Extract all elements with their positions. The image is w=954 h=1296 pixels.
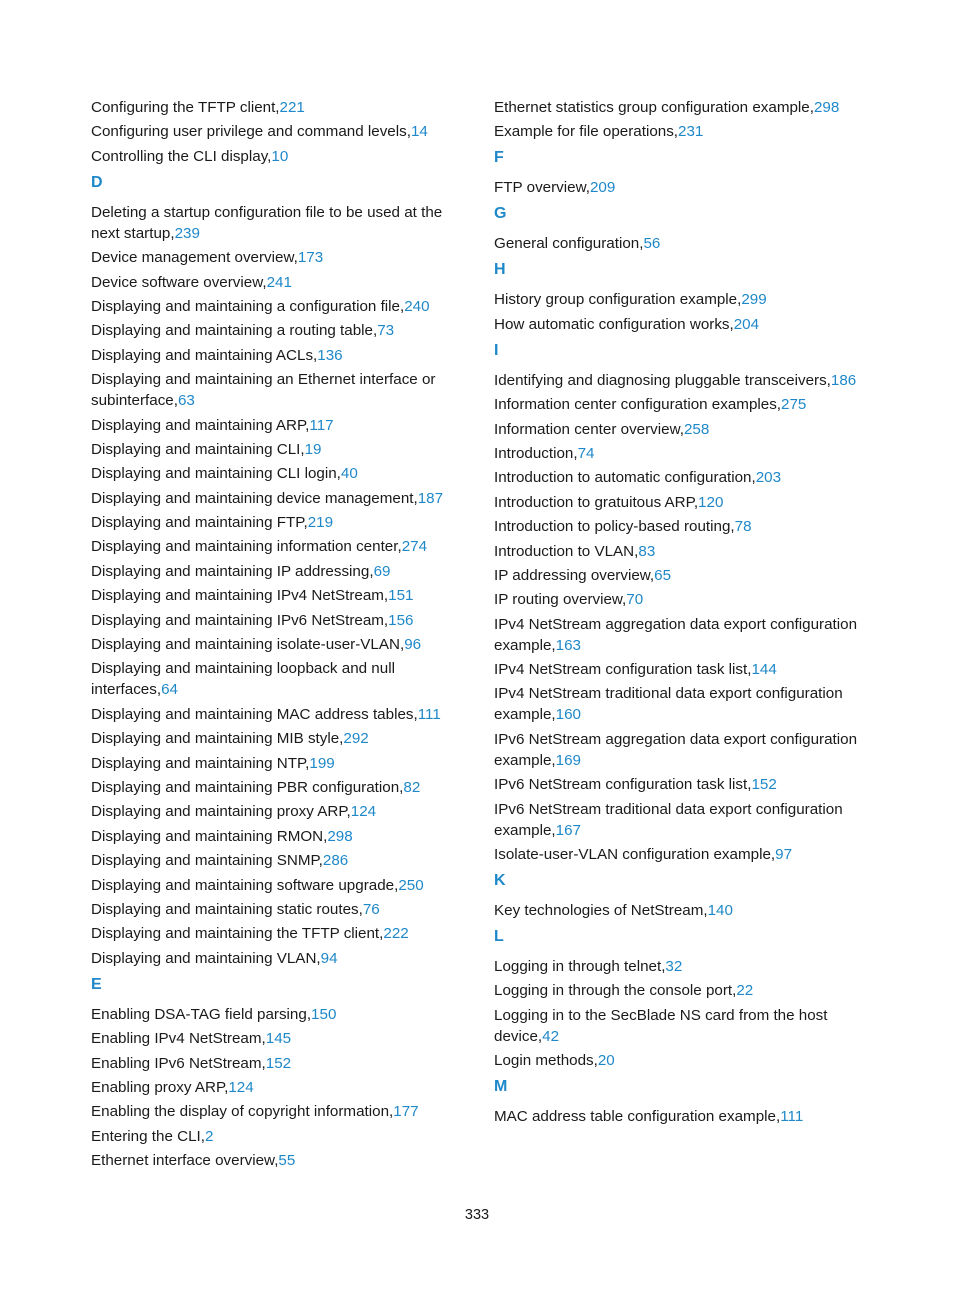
index-entry <box>91 439 463 460</box>
page-link[interactable]: 167 <box>555 821 581 839</box>
index-entry <box>494 516 870 537</box>
index-entry-text: Enabling IPv4 NetStream, <box>91 1030 266 1048</box>
page-link[interactable]: 209 <box>589 179 616 197</box>
index-entry-text: Information center configuration examples, <box>494 396 782 414</box>
index-entry-text: Device software overview, <box>91 273 267 291</box>
index-entry-text: Example for file operations, <box>494 123 679 141</box>
index-entry <box>91 1028 463 1049</box>
index-entry <box>91 610 463 631</box>
page-link[interactable]: 199 <box>309 754 335 772</box>
page-link[interactable]: 64 <box>161 681 178 699</box>
page-link[interactable]: 32 <box>665 958 683 976</box>
page-link[interactable]: 152 <box>265 1054 292 1072</box>
index-entry <box>91 202 463 244</box>
page-link[interactable]: 145 <box>265 1030 292 1048</box>
page-link[interactable]: 74 <box>577 444 595 462</box>
page-link[interactable]: 111 <box>417 705 441 723</box>
index-entry-text: Displaying and maintaining IP addressing, <box>91 562 374 580</box>
index-entry-text: Controlling the CLI display, <box>91 147 272 165</box>
index-entry-text: Enabling the display of copyright information, <box>91 1103 394 1121</box>
index-entry-text: IPv6 NetStream configuration task list, <box>494 776 752 794</box>
page-link[interactable]: 298 <box>327 827 353 845</box>
index-letter-heading: G <box>494 205 507 223</box>
index-entry <box>91 272 463 293</box>
page-link[interactable]: 144 <box>751 661 777 679</box>
index-entry <box>91 826 463 847</box>
index-entry <box>494 729 870 771</box>
page-link[interactable]: 204 <box>733 315 760 333</box>
index-entry <box>91 777 463 798</box>
index-entry <box>494 314 870 335</box>
index-entry <box>91 704 463 725</box>
index-entry-text: Introduction to gratuitous ARP, <box>494 493 699 511</box>
page-link[interactable]: 169 <box>555 751 581 769</box>
page-link[interactable]: 186 <box>830 371 857 389</box>
index-entry <box>494 565 870 586</box>
page-link[interactable]: 96 <box>404 636 422 654</box>
index-entry-text: IPv4 NetStream aggregation data export configuration example, <box>494 615 858 654</box>
page-link[interactable]: 69 <box>373 562 391 580</box>
index-entry-text: Displaying and maintaining device management, <box>91 489 418 507</box>
index-entry-text: IP addressing overview, <box>494 566 655 584</box>
page-link[interactable]: 120 <box>698 493 724 511</box>
page-link[interactable]: 231 <box>678 123 704 141</box>
index-entry <box>91 585 463 606</box>
index-entry-text: Introduction to policy-based routing, <box>494 518 735 536</box>
page-link[interactable]: 10 <box>271 147 289 165</box>
page-link[interactable]: 151 <box>388 587 414 605</box>
index-entry-text: Entering the CLI, <box>91 1127 205 1145</box>
index-entry-text: Displaying and maintaining PBR configuration, <box>91 778 404 796</box>
index-entry <box>494 799 870 841</box>
index-entry <box>91 345 463 366</box>
index-entry-text: Displaying and maintaining static routes, <box>91 900 363 918</box>
index-entry-text: Logging in through the console port, <box>494 982 737 1000</box>
index-entry-text: Displaying and maintaining MIB style, <box>91 730 344 748</box>
index-entry-text: Displaying and maintaining loopback and null interfaces, <box>91 660 395 699</box>
index-entry-text: Displaying and maintaining a routing table, <box>91 322 378 340</box>
index-entry <box>91 463 463 484</box>
index-entry-text: Displaying and maintaining IPv4 NetStream, <box>91 587 389 605</box>
index-column-left <box>91 97 463 1174</box>
index-entry-text: Displaying and maintaining CLI login, <box>91 465 341 483</box>
index-entry-text: Ethernet statistics group configuration example, <box>494 99 814 116</box>
index-entry <box>494 774 870 795</box>
page-link[interactable]: 136 <box>317 346 343 364</box>
page-link[interactable]: 42 <box>542 1027 560 1045</box>
page-link[interactable]: 274 <box>401 538 428 556</box>
index-entry <box>494 683 870 725</box>
index-entry <box>91 801 463 822</box>
index-entry-text: Configuring the TFTP client, <box>91 99 280 116</box>
index-entry-text: Logging in to the SecBlade NS card from the host device, <box>494 1006 828 1045</box>
index-entry <box>494 443 870 464</box>
index-entry-text: Login methods, <box>494 1052 598 1070</box>
index-entry-text: Displaying and maintaining SNMP, <box>91 852 323 870</box>
index-entry <box>91 146 463 167</box>
page-link[interactable]: 156 <box>388 611 414 629</box>
index-entry <box>91 97 463 118</box>
page-link[interactable]: 124 <box>350 803 377 821</box>
index-entry <box>91 1101 463 1122</box>
page-link[interactable]: 117 <box>309 416 334 434</box>
index-letter-heading: E <box>91 975 102 993</box>
index-entry-text: IPv4 NetStream traditional data export configuration example, <box>494 685 843 724</box>
page-link[interactable]: 292 <box>343 730 369 748</box>
page-link[interactable]: 203 <box>755 469 782 487</box>
index-entry-text: Deleting a startup configuration file to be used at the next startup, <box>91 203 443 242</box>
index-entry <box>91 247 463 268</box>
index-entry <box>494 1106 870 1127</box>
page-link[interactable]: 240 <box>404 297 430 315</box>
index-entry <box>91 948 463 969</box>
page-link[interactable]: 65 <box>654 566 672 584</box>
index-entry <box>494 589 870 610</box>
index-entry <box>494 492 870 513</box>
page-link[interactable]: 124 <box>228 1078 254 1096</box>
index-entry-text: Displaying and maintaining a configuration file, <box>91 297 405 315</box>
page-link[interactable]: 298 <box>813 99 840 116</box>
index-entry-text: Isolate-user-VLAN configuration example, <box>494 846 776 864</box>
index-entry <box>91 1126 463 1147</box>
index-entry <box>494 370 870 391</box>
page-link[interactable]: 111 <box>780 1108 804 1126</box>
page-link[interactable]: 97 <box>775 846 793 864</box>
index-entry-text: Information center overview, <box>494 420 684 438</box>
page-link[interactable]: 140 <box>707 902 733 920</box>
page-number: 333 <box>464 1207 490 1223</box>
index-entry <box>494 614 870 656</box>
page-link[interactable]: 70 <box>626 591 644 609</box>
index-entry-text: Displaying and maintaining ACLs, <box>91 346 318 364</box>
index-entry <box>494 289 870 310</box>
index-entry-text: IP routing overview, <box>494 591 627 609</box>
index-entry <box>91 121 463 142</box>
index-entry <box>494 233 870 254</box>
index-entry-text: Enabling proxy ARP, <box>91 1078 229 1096</box>
index-entry <box>494 1050 870 1071</box>
page-link[interactable]: 160 <box>555 706 581 724</box>
page-link[interactable]: 83 <box>638 542 656 560</box>
index-entry-text: Displaying and maintaining CLI, <box>91 440 305 458</box>
index-entry <box>91 415 463 436</box>
page-link[interactable]: 152 <box>751 776 777 794</box>
index-entry <box>494 419 870 440</box>
page-link[interactable]: 286 <box>322 852 349 870</box>
index-entry-text: Displaying and maintaining VLAN, <box>91 949 321 967</box>
index-entry-text: Displaying and maintaining an Ethernet interface or subinterface, <box>91 371 436 410</box>
page-link[interactable]: 219 <box>307 514 334 532</box>
index-entry <box>494 956 870 977</box>
index-entry <box>494 659 870 680</box>
index-entry <box>91 1053 463 1074</box>
index-entry <box>494 121 870 142</box>
index-entry <box>91 753 463 774</box>
index-entry-text: IPv6 NetStream traditional data export configuration example, <box>494 800 843 839</box>
index-entry-text: Enabling DSA-TAG field parsing, <box>91 1005 312 1023</box>
index-entry-text: How automatic configuration works, <box>494 315 734 333</box>
page-link[interactable]: 82 <box>403 778 421 796</box>
index-entry-text: Identifying and diagnosing pluggable transceivers, <box>494 371 831 389</box>
index-entry-text: Displaying and maintaining FTP, <box>91 514 308 532</box>
index-entry-text: Displaying and maintaining MAC address tables, <box>91 705 418 723</box>
index-entry-text: Key technologies of NetStream, <box>494 902 708 920</box>
page-link[interactable]: 187 <box>417 489 444 507</box>
index-entry-text: IPv4 NetStream configuration task list, <box>494 661 752 679</box>
index-entry <box>91 850 463 871</box>
index-entry <box>494 467 870 488</box>
index-entry <box>494 980 870 1001</box>
index-entry-text: General configuration, <box>494 235 644 253</box>
index-letter-heading: M <box>494 1078 508 1096</box>
page-link[interactable]: 221 <box>279 99 305 116</box>
index-entry-text: Displaying and maintaining RMON, <box>91 827 328 845</box>
page-link[interactable]: 78 <box>734 518 752 536</box>
index-entry <box>91 561 463 582</box>
index-entry-text: Device management overview, <box>91 249 298 267</box>
page-link[interactable]: 56 <box>643 235 661 253</box>
index-entry <box>91 634 463 655</box>
page-link[interactable]: 40 <box>340 465 358 483</box>
page-link[interactable]: 2 <box>204 1127 214 1145</box>
index-entry-text: History group configuration example, <box>494 291 742 309</box>
index-entry-text: Introduction to automatic configuration, <box>494 469 756 487</box>
index-letter-heading: I <box>494 341 499 359</box>
index-entry-text: Logging in through telnet, <box>494 958 666 976</box>
index-entry-text: Enabling IPv6 NetStream, <box>91 1054 266 1072</box>
index-entry <box>494 541 870 562</box>
page-link[interactable]: 19 <box>304 440 322 458</box>
page-link[interactable]: 22 <box>736 982 754 1000</box>
index-entry <box>494 177 870 198</box>
page-link[interactable]: 173 <box>297 249 324 267</box>
index-entry <box>91 899 463 920</box>
page-link[interactable]: 239 <box>174 224 200 242</box>
index-entry <box>91 1150 463 1171</box>
index-letter-heading: L <box>494 928 504 946</box>
page-link[interactable]: 177 <box>393 1103 419 1121</box>
page-link[interactable]: 94 <box>320 949 338 967</box>
index-entry <box>91 658 463 700</box>
index-entry-text: Displaying and maintaining information center, <box>91 538 402 556</box>
index-entry <box>494 1005 870 1047</box>
index-entry <box>91 923 463 944</box>
index-entry <box>494 97 870 118</box>
page-link[interactable]: 275 <box>781 396 807 414</box>
page-link[interactable]: 163 <box>555 636 581 654</box>
index-entry <box>494 394 870 415</box>
index-entry-text: Introduction, <box>494 444 578 462</box>
index-entry-text: Introduction to VLAN, <box>494 542 639 560</box>
index-letter-heading: H <box>494 261 506 279</box>
index-entry <box>91 488 463 509</box>
page-link[interactable]: 20 <box>597 1052 615 1070</box>
page-link[interactable]: 150 <box>311 1005 337 1023</box>
page-link[interactable]: 55 <box>278 1152 296 1170</box>
index-entry-text: Displaying and maintaining ARP, <box>91 416 310 434</box>
index-entry-text: MAC address table configuration example, <box>494 1108 781 1126</box>
index-entry <box>494 900 870 921</box>
page-link[interactable]: 299 <box>741 291 767 309</box>
index-entry-text: Displaying and maintaining NTP, <box>91 754 310 772</box>
page-link[interactable]: 73 <box>377 322 395 340</box>
page-link[interactable]: 241 <box>266 273 292 291</box>
index-entry-text: Displaying and maintaining the TFTP client, <box>91 925 384 943</box>
index-entry-text: Displaying and maintaining IPv6 NetStream, <box>91 611 389 629</box>
index-entry-text: Displaying and maintaining isolate-user-VLAN, <box>91 636 405 654</box>
index-letter-heading: F <box>494 149 504 167</box>
index-entry <box>91 320 463 341</box>
index-letter-heading: D <box>91 173 103 191</box>
index-entry <box>494 844 870 865</box>
index-entry-text: IPv6 NetStream aggregation data export configuration example, <box>494 730 858 769</box>
index-entry <box>91 296 463 317</box>
index-entry <box>91 536 463 557</box>
page-link[interactable]: 63 <box>177 392 195 410</box>
index-entry <box>91 512 463 533</box>
page-link[interactable]: 258 <box>683 420 710 438</box>
index-entry <box>91 1077 463 1098</box>
page-link[interactable]: 14 <box>410 123 428 141</box>
index-entry-text: Ethernet interface overview, <box>91 1152 279 1170</box>
index-entry-text: Displaying and maintaining proxy ARP, <box>91 803 351 821</box>
index-column-right <box>494 97 870 1131</box>
index-entry <box>91 728 463 749</box>
index-letter-heading: K <box>494 872 506 890</box>
index-entry <box>91 1004 463 1025</box>
index-entry <box>91 875 463 896</box>
page-link[interactable]: 250 <box>398 876 424 894</box>
page-link[interactable]: 76 <box>362 900 380 918</box>
index-entry <box>91 369 463 411</box>
page-link[interactable]: 222 <box>383 925 409 943</box>
index-entry-text: Configuring user privilege and command levels, <box>91 123 411 141</box>
index-entry-text: FTP overview, <box>494 179 590 197</box>
index-entry-text: Displaying and maintaining software upgrade, <box>91 876 399 894</box>
